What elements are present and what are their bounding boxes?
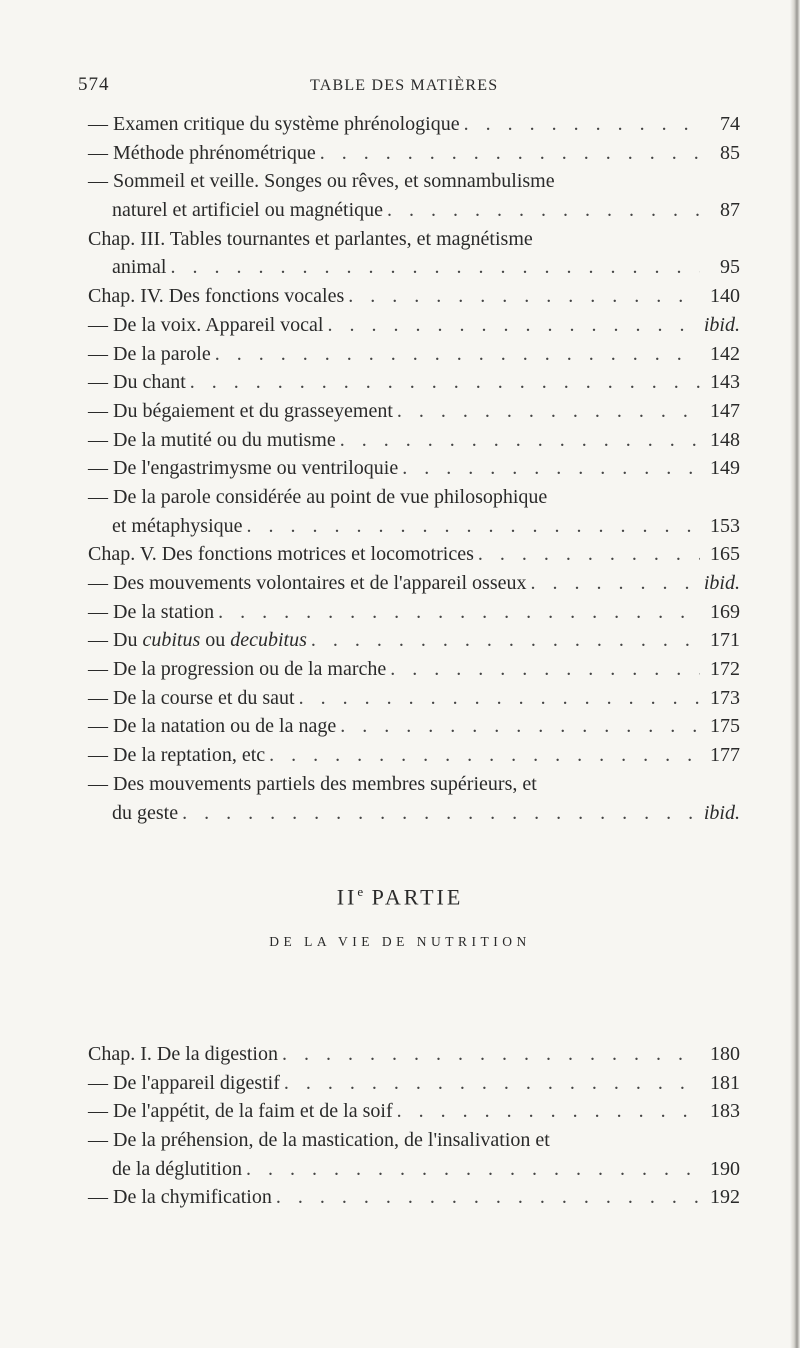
toc-entry [88,512,740,541]
toc-entry-page: 180 [710,1043,740,1065]
toc-entry [88,741,740,770]
page-number: 574 [78,74,110,95]
dot-leader [299,684,700,713]
toc-entry-page: ibid. [703,313,740,336]
part-subheading: DE LA VIE DE NUTRITION [269,934,531,949]
toc-entry-title: — De la course et du saut [88,686,295,709]
dot-leader [170,253,700,282]
part-heading [0,884,800,910]
toc-entry-title-italic: decubitus [230,629,307,652]
part-numeral: II [336,884,358,910]
toc-entry-page: 74 [720,113,740,135]
toc-entry-title: — De la parole [88,342,211,365]
toc-part-2 [88,1040,740,1212]
dot-leader [282,1040,700,1069]
part-title-word: PARTIE [371,884,464,910]
toc-entry [88,454,740,483]
dot-leader [402,454,700,483]
toc-entry-page: 148 [710,428,740,451]
toc-entry-page: 165 [710,543,740,566]
toc-entry-title: — De la natation ou de la nage [88,715,337,738]
toc-entry-line: Chap. III. Tables tournantes et parlantes, et magnétisme [88,227,533,250]
toc-entry-page: 192 [710,1186,740,1209]
toc-entry [88,311,740,340]
toc-entry-title: naturel et artificiel ou magnétique [112,199,383,222]
dot-leader [531,569,698,598]
toc-entry-page: ibid. [703,572,740,594]
toc-entry [88,1097,740,1126]
toc-entry-title: — Méthode phrénométrique [88,141,316,164]
toc-entry [88,110,740,139]
toc-entry-title: Chap. I. De la digestion [88,1043,278,1065]
toc-entry-page: 85 [720,141,740,164]
toc-entry-title: — De la station [88,600,215,623]
toc-entry [88,540,740,569]
dot-leader [215,340,700,369]
toc-entry [88,282,740,311]
dot-leader [390,655,700,684]
toc-entry [88,426,740,455]
toc-entry-title: — Examen critique du système phrénologique [88,113,460,135]
toc-entry-page: 172 [710,658,740,681]
dot-leader [387,196,700,225]
dot-leader [340,426,700,455]
toc-entry-page: 143 [710,371,740,394]
toc-entry [88,712,740,741]
dot-leader [276,1183,700,1212]
toc-entry-line: — De la préhension, de la mastication, de l'insalivation et [88,1129,550,1152]
toc-entry-page: 153 [710,514,740,537]
page-edge-shadow [790,0,800,1348]
toc-entry-title: Chap. IV. Des fonctions vocales [88,285,345,308]
toc-entry-title: — Du chant [88,371,186,394]
toc-entry-line: — Sommeil et veille. Songes ou rêves, et somnambulisme [88,170,555,193]
dot-leader [246,1155,700,1184]
dot-leader [328,311,698,340]
toc-entry [88,1069,740,1098]
dot-leader [397,1097,700,1126]
dot-leader [340,712,700,741]
running-title: TABLE DES MATIÈRES [310,77,499,94]
toc-entry-title: de la déglutition [112,1157,242,1180]
dot-leader [311,626,700,655]
toc-entry-title: Chap. V. Des fonctions motrices et locomotrices [88,543,474,566]
toc-entry-title: — Du bégaiement et du grasseyement [88,399,393,422]
toc-entry [88,368,740,397]
toc-entry-title: et métaphysique [112,514,243,537]
dot-leader [348,282,700,311]
toc-entry-title: — De l'appétit, de la faim et de la soif [88,1100,393,1123]
toc-entry-page: 169 [710,600,740,623]
dot-leader [478,540,700,569]
toc-entry-title: — De l'engastrimysme ou ventriloquie [88,457,399,480]
toc-entry [88,598,740,627]
dot-leader [320,139,700,168]
toc-entry-line: — Des mouvements partiels des membres supérieurs, et [88,772,537,795]
toc-entry [88,655,740,684]
toc-entry-page: 171 [710,629,740,652]
dot-leader [269,741,700,770]
toc-entry-title: — Des mouvements volontaires et de l'appareil osseux [88,572,527,594]
dot-leader [464,110,700,139]
toc-entry [88,253,740,282]
toc-entry-title-italic: cubitus [142,629,201,652]
toc-entry-title: — De la reptation, etc [88,744,266,767]
toc-entry-page: 147 [710,399,740,422]
page-header [78,74,698,104]
toc-entry [88,626,740,655]
toc-entry [88,196,740,225]
dot-leader [247,512,700,541]
toc-entry-title-prefix: — Du [88,629,143,652]
toc-entry-page: 177 [710,744,740,767]
toc-entry-page: 175 [710,715,740,738]
toc-entry [88,1155,740,1184]
toc-entry-page: ibid. [703,801,740,824]
toc-entry-page: 95 [720,256,740,279]
toc-entry [88,569,740,598]
toc-entry-page: 173 [710,686,740,709]
toc-entry-title: — De l'appareil digestif [88,1071,280,1094]
toc-entry-page: 142 [710,342,740,365]
toc-entry [88,799,740,828]
toc-entry-title-mid: ou [200,629,231,652]
toc-entry [88,397,740,426]
toc-entry-page: 140 [710,285,740,308]
toc-entry-page: 181 [710,1071,740,1094]
toc-entry-title: — De la progression ou de la marche [88,658,387,681]
dot-leader [190,368,700,397]
dot-leader [284,1069,700,1098]
toc-entry-page: 183 [710,1100,740,1123]
toc-entry-title: animal [112,256,167,279]
toc-entry-page: 149 [710,457,740,480]
dot-leader [218,598,700,627]
toc-entry-title: du geste [112,801,179,824]
toc-part-1 [88,110,740,827]
toc-entry [88,340,740,369]
toc-entry-title: — De la voix. Appareil vocal [88,313,324,336]
toc-entry-title: — De la mutité ou du mutisme [88,428,336,451]
toc-entry [88,139,740,168]
toc-entry [88,684,740,713]
part-numeral-sup: e [357,884,364,899]
dot-leader [397,397,700,426]
toc-entry-page: 87 [720,199,740,222]
toc-entry-page: 190 [710,1157,740,1180]
toc-entry-title: — De la chymification [88,1186,272,1209]
toc-entry [88,1183,740,1212]
dot-leader [182,799,698,828]
toc-entry-line: — De la parole considérée au point de vue philosophique [88,485,548,508]
toc-entry-title [88,626,307,655]
toc-entry [88,1040,740,1069]
